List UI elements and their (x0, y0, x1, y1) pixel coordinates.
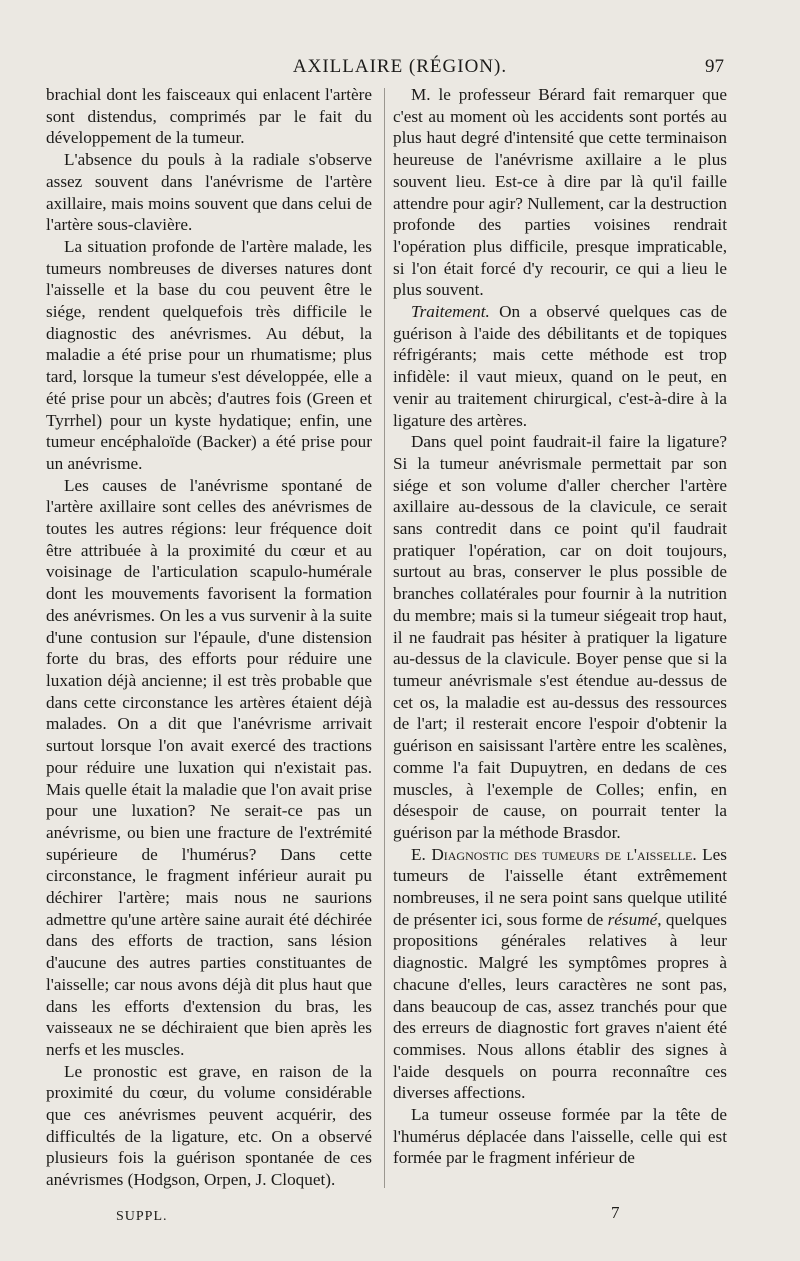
paragraph: Dans quel point faudrait-il faire la ligature? Si la tumeur anévrismale permettait par son siége et son volume d'aller chercher l'artère axillaire au-dessous de la clavicule, ce serait sans contredit dans ce point qu'il faudrait pratiquer l'opération, car on doit toujours, surtout au bras, conserver le plus possible de branches collatérales pour fournir à la nutrition du membre; mais si la tumeur siégeait trop haut, il ne faudrait pas hésiter à pratiquer la ligature au-dessus de la clavicule. Boyer pense que si la tumeur anévrismale s'est étendue au-dessus de cet os, la maladie est au-dessus des ressources de l'art; il resterait encore l'espoir d'obtenir la guérison en saisissant l'artère entre les scalènes, comme l'a fait Dupuytren, en dedans de ces muscles, à l'exemple de Colles; enfin, en désespoir de cause, on pourrait tenter la guérison par la méthode Brasdor. (393, 432, 727, 842)
italic-word: résumé (607, 909, 658, 929)
running-title: AXILLAIRE (RÉGION). (292, 56, 508, 77)
section-heading: E. Diagnostic des tumeurs de l'aisselle. (411, 844, 697, 864)
paragraph-text: Les tumeurs de l'aisselle étant extrêmement nombreuses, il ne sera point sans quelque utilité de présenter ici, sous forme de (393, 844, 727, 929)
section-label: Traitement. (411, 302, 490, 322)
paragraph: L'absence du pouls à la radiale s'observe assez souvent dans l'anévrisme de l'artère axillaire, mais moins souvent que dans celui de l'artère sous-clavière. (46, 150, 372, 235)
paragraph-text: On a observé quelques cas de guérison à l'aide des débilitants et de topiques réfrigérants; mais cette méthode est trop infidèle: il vaut mieux, quand on le peut, en venir au traitement chirurgical, c'est-à-dire à la ligature des artères. (393, 302, 727, 430)
left-column (46, 84, 372, 1191)
paragraph-diagnostic (393, 844, 727, 1104)
signature-mark: SUPPL. (116, 1209, 168, 1224)
paragraph: brachial dont les faisceaux qui enlacent l'artère sont distendus, comprimés par le fait du développement de la tumeur. (46, 85, 372, 148)
paragraph: M. le professeur Bérard fait remarquer que c'est au moment où les accidents sont portés au plus haut degré d'intensité que cette terminaison heureuse de l'anévrisme axillaire a le plus souvent lieu. Est-ce à dire par là qu'il faille attendre pour agir? Nullement, car la destruction profonde des parties voisines rendrait l'opération plus difficile, presque impraticable, si l'on était forcé d'y recourir, ce qui a lieu le plus souvent. (393, 85, 727, 300)
page-number: 97 (705, 56, 724, 77)
paragraph: Les causes de l'anévrisme spontané de l'artère axillaire sont celles des anévrismes de toutes les autres régions: leur fréquence doit être attribuée à la proximité du cœur et au voisinage de l'articulation scapulo-humérale dont les mouvements favorisent la formation des anévrismes. On les a vus survenir à la suite d'une contusion sur l'épaule, d'une distension forte du bras, des efforts pour réduire une luxation déjà ancienne; il est très probable que dans cette circonstance les artères étaient déjà malades. On a dit que l'anévrisme arrivait surtout lorsque l'on avait exercé des tractions pour réduire une luxation qui n'existait pas. Mais quelle était la maladie que l'on avait prise pour une luxation? Ne serait-ce pas un anévrisme, ou bien une fracture de l'extrémité supérieure de l'humérus? Dans cette circonstance, le fragment inférieur aurait pu déchirer l'artère; mais nous ne saurions admettre qu'une artère saine aurait été déchirée dans des efforts de traction, sans lésion d'aucune des autres parties constituantes de l'aisselle; car nous avons déjà dit plus haut que dans les efforts d'extension du bras, les vaisseaux ne se déchiraient que bien après les nerfs et les muscles. (46, 475, 372, 1059)
right-column (393, 84, 727, 1169)
sheet-number: 7 (611, 1203, 620, 1222)
paragraph: La situation profonde de l'artère malade, les tumeurs nombreuses de diverses natures dont l'aisselle et la base du cou peuvent être le siége, rendent quelquefois très difficile le diagnostic des anévrismes. Au début, la maladie a été prise pour un rhumatisme; plus tard, lorsque la tumeur s'est développée, elle a été prise pour un abcès; d'autres fois (Green et Tyrrhel) pour un kyste hydatique; enfin, une tumeur encéphaloïde (Backer) a été prise pour un anévrisme. (46, 236, 372, 473)
page-header (0, 56, 800, 84)
paragraph-traitement (393, 301, 727, 431)
paragraph: La tumeur osseuse formée par la tête de l'humérus déplacée dans l'aisselle, celle qui est formée par le fragment inférieur de (393, 1105, 727, 1168)
paragraph: Le pronostic est grave, en raison de la proximité du cœur, du volume considérable que ces anévrismes peuvent acquérir, des difficultés de la ligature, etc. On a observé plusieurs fois la guérison spontanée de ces anévrismes (Hodgson, Orpen, J. Cloquet). (46, 1061, 372, 1190)
column-divider (384, 88, 385, 1188)
paragraph-text: , quelques propositions générales relatives à leur diagnostic. Malgré les symptômes propres à chacune d'elles, leurs caractères ne sont pas, dans beaucoup de cas, assez tranchés pour que des erreurs de diagnostic fort graves n'aient été commises. Nous allons établir des signes à l'aide desquels on pourra reconnaître ces diverses affections. (393, 909, 727, 1103)
